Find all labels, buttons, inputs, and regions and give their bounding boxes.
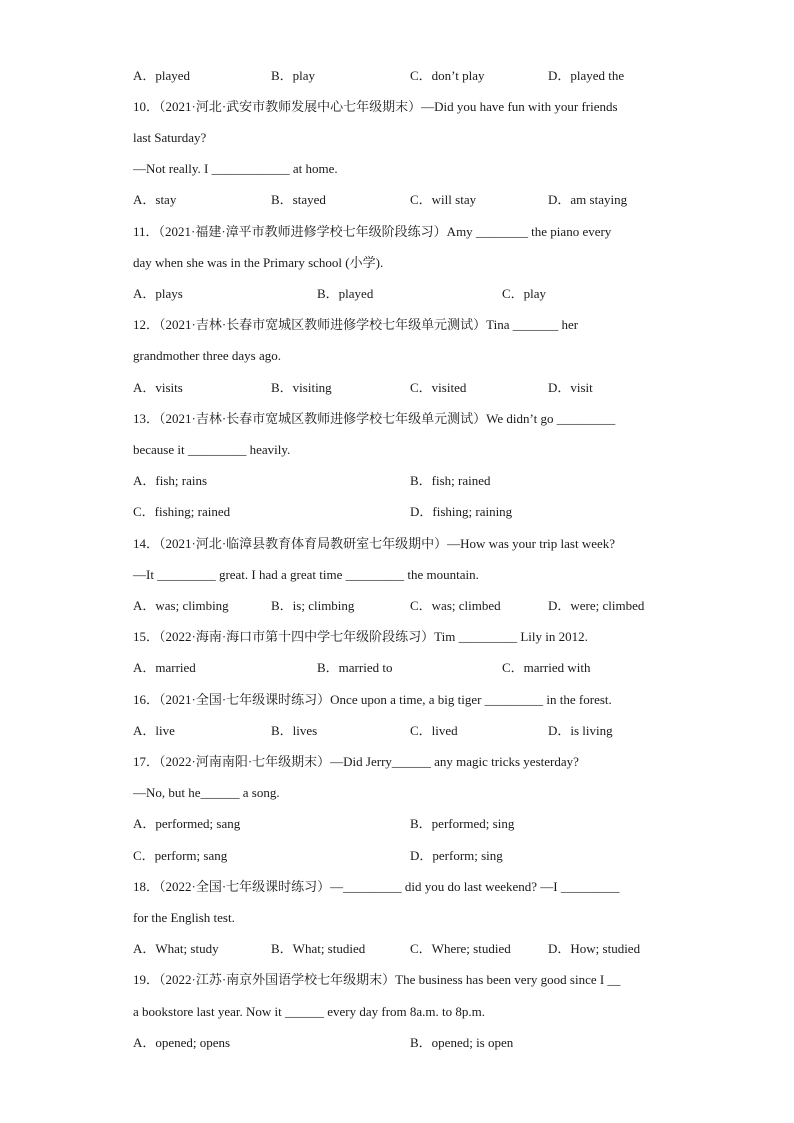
q9-option-a: A．played <box>133 68 191 83</box>
q16-option-c: C．lived <box>410 723 458 738</box>
q18-option-a: A．What; study <box>133 941 219 956</box>
q10-stem-line1: 10．（2021·河北·武安市教师发展中心七年级期末）—Did you have fun with your friends <box>133 99 618 114</box>
q17-option-c: C．perform; sang <box>133 848 228 863</box>
q15-option-c: C．married with <box>502 660 591 675</box>
q19-option-a: A．opened; opens <box>133 1035 231 1050</box>
q15-stem-line1: 15．（2022·海南·海口市第十四中学七年级阶段练习）Tim _________ Lily in 2012. <box>133 629 588 644</box>
q13-stem-line1: 13．（2021·吉林·长春市宽城区教师进修学校七年级单元测试）We didn’t go _________ <box>133 411 616 426</box>
q10-option-a: A．stay <box>133 192 177 207</box>
q14-option-b: B．is; climbing <box>271 598 355 613</box>
q16-option-d: D．is living <box>548 723 613 738</box>
q17-option-b: B．performed; sing <box>410 816 515 831</box>
q14-option-d: D．were; climbed <box>548 598 645 613</box>
q14-stem-line2: —It _________ great. I had a great time _________ the mountain. <box>133 567 479 582</box>
q11-option-a: A．plays <box>133 286 183 301</box>
q9-option-c: C．don’t play <box>410 68 485 83</box>
q17-stem-line2: —No, but he______ a song. <box>133 785 280 800</box>
q13-option-c: C．fishing; rained <box>133 504 231 519</box>
q19-option-b: B．opened; is open <box>410 1035 514 1050</box>
q9-option-b: B．play <box>271 68 316 83</box>
q12-option-a: A．visits <box>133 380 183 395</box>
q12-stem-line1: 12．（2021·吉林·长春市宽城区教师进修学校七年级单元测试）Tina _______ her <box>133 317 579 332</box>
q14-option-c: C．was; climbed <box>410 598 501 613</box>
q14-stem-line1: 14．（2021·河北·临漳县教育体育局教研室七年级期中）—How was your trip last week? <box>133 536 616 551</box>
q18-stem-line1: 18．（2022·全国·七年级课时练习）—_________ did you do last weekend? —I _________ <box>133 879 620 894</box>
q11-option-b: B．played <box>317 286 374 301</box>
q12-option-c: C．visited <box>410 380 467 395</box>
q13-option-b: B．fish; rained <box>410 473 491 488</box>
q18-option-d: D．How; studied <box>548 941 641 956</box>
q16-option-a: A．live <box>133 723 175 738</box>
q19-stem-line1: 19．（2022·江苏·南京外国语学校七年级期末）The business has been very good since I __ <box>133 972 621 987</box>
q13-option-a: A．fish; rains <box>133 473 208 488</box>
q15-option-a: A．married <box>133 660 196 675</box>
q17-option-a: A．performed; sang <box>133 816 241 831</box>
q17-option-d: D．perform; sing <box>410 848 503 863</box>
q10-option-c: C．will stay <box>410 192 477 207</box>
q11-stem-line1: 11．（2021·福建·漳平市教师进修学校七年级阶段练习）Amy ________ the piano every <box>133 224 612 239</box>
q10-option-b: B．stayed <box>271 192 326 207</box>
q12-option-d: D．visit <box>548 380 593 395</box>
q11-option-c: C．play <box>502 286 547 301</box>
q13-option-d: D．fishing; raining <box>410 504 513 519</box>
q9-option-d: D．played the <box>548 68 625 83</box>
q14-option-a: A．was; climbing <box>133 598 229 613</box>
q18-stem-line2: for the English test. <box>133 910 235 925</box>
q10-stem-line2: last Saturday? <box>133 130 207 145</box>
q15-option-b: B．married to <box>317 660 393 675</box>
q12-option-b: B．visiting <box>271 380 332 395</box>
q10-option-d: D．am staying <box>548 192 628 207</box>
q19-stem-line2: a bookstore last year. Now it ______ every day from 8a.m. to 8p.m. <box>133 1004 486 1019</box>
q11-stem-line2: day when she was in the Primary school (小学). <box>133 255 384 270</box>
q16-stem-line1: 16．（2021·全国·七年级课时练习）Once upon a time, a big tiger _________ in the forest. <box>133 692 612 707</box>
q16-option-b: B．lives <box>271 723 318 738</box>
q12-stem-line2: grandmother three days ago. <box>133 348 282 363</box>
q18-option-c: C．Where; studied <box>410 941 511 956</box>
q13-stem-line2: because it _________ heavily. <box>133 442 291 457</box>
q17-stem-line1: 17．（2022·河南南阳·七年级期末）—Did Jerry______ any magic tricks yesterday? <box>133 754 579 769</box>
q10-stem-line3: —Not really. I ____________ at home. <box>133 161 338 176</box>
q18-option-b: B．What; studied <box>271 941 366 956</box>
